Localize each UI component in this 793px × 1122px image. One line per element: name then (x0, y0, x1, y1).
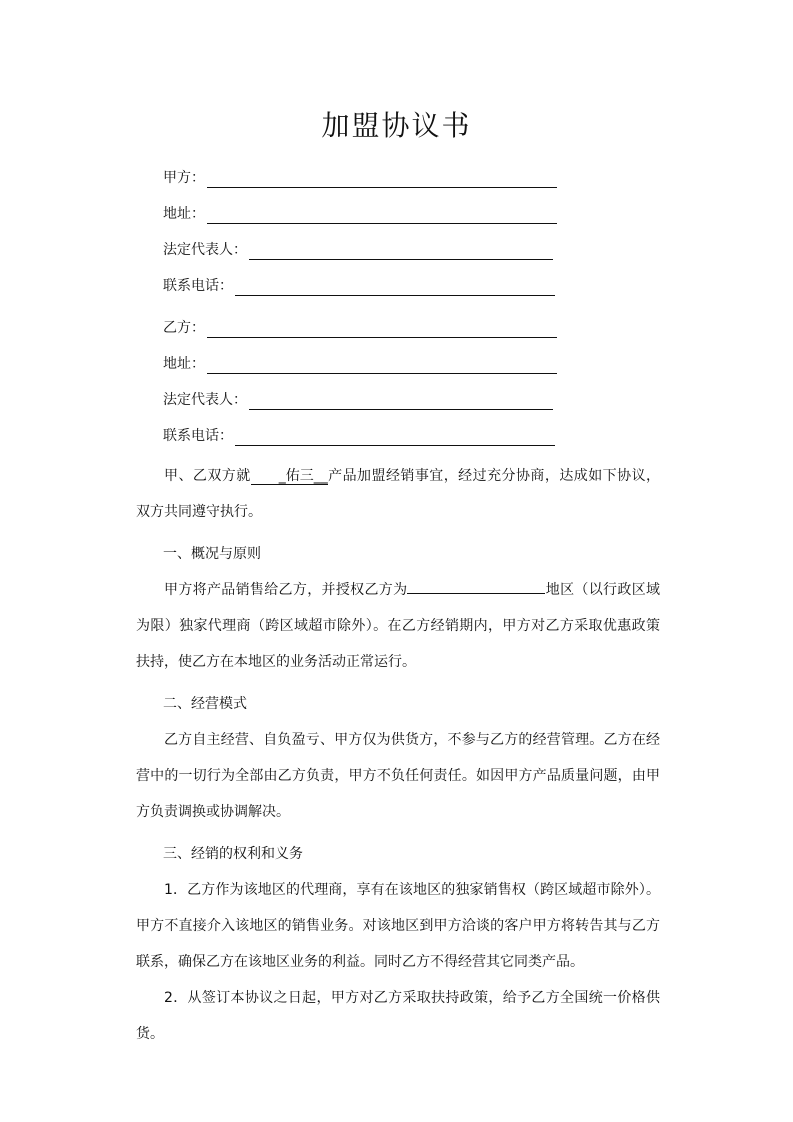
party-a-address-blank[interactable] (207, 209, 557, 224)
party-a-label: 甲方： (163, 170, 205, 186)
party-a-rep-blank[interactable] (249, 245, 553, 260)
section2-heading: 二、经营模式 (163, 696, 247, 712)
party-b-address-blank[interactable] (207, 359, 557, 374)
party-a-rep-label: 法定代表人： (163, 242, 247, 258)
party-b-rep-field (163, 388, 553, 410)
party-a-rep-field (163, 238, 553, 260)
party-b-rep-label: 法定代表人： (163, 392, 247, 408)
party-b-blank[interactable] (207, 323, 557, 338)
party-a-address-field (163, 202, 557, 224)
section2-paragraph: 乙方自主经营、自负盈亏、甲方仅为供货方，不参与乙方的经营管理。乙方在经营中的一切行为全部由乙方负责，甲方不负任何责任。如因甲方产品质量问题，由甲方负责调换或协调解决。 (136, 732, 660, 820)
party-a-phone-field (163, 274, 555, 296)
section1-after: 地区（以行政区域为限）独家代理商（跨区域超市除外）。在乙方经销期内，甲方对乙方采取优惠政策扶持，使乙方在本地区的业务活动正常运行。 (136, 582, 661, 670)
brand-name: _佑三__ (251, 468, 328, 485)
party-b-phone-label: 联系电话： (163, 428, 233, 444)
party-b-field (163, 316, 557, 338)
party-b-rep-blank[interactable] (249, 395, 553, 410)
intro-after: 产品加盟经销事宜，经过充分协商，达成如下协议，双方共同遵守执行。 (136, 468, 661, 520)
party-a-address-label: 地址： (163, 206, 205, 222)
party-a-phone-blank[interactable] (235, 281, 555, 296)
section3-item1: 1．乙方作为该地区的代理商，享有在该地区的独家销售权（跨区域超市除外）。甲方不直接介入该地区的销售业务。对该地区到甲方洽谈的客户甲方将转告其与乙方联系，确保乙方在该地区业务的利益。同时乙方不得经营其它同类产品。 (136, 882, 660, 970)
intro-before: 甲、乙双方就 (164, 468, 251, 484)
party-a-phone-label: 联系电话： (163, 278, 233, 294)
section1-paragraph (136, 572, 660, 680)
party-b-address-field (163, 352, 557, 374)
intro-paragraph (136, 458, 660, 530)
section3-heading: 三、经销的权利和义务 (163, 846, 303, 862)
party-a-field (163, 166, 557, 188)
party-b-phone-field (163, 424, 555, 446)
party-b-address-label: 地址： (163, 356, 205, 372)
party-a-blank[interactable] (207, 173, 557, 188)
section1-heading: 一、概况与原则 (163, 546, 261, 562)
party-b-phone-blank[interactable] (235, 431, 555, 446)
region-blank[interactable] (407, 579, 545, 594)
section1-before: 甲方将产品销售给乙方，并授权乙方为 (164, 582, 408, 598)
page-title: 加盟协议书 (321, 109, 472, 142)
section3-item2: 2．从签订本协议之日起，甲方对乙方采取扶持政策，给予乙方全国统一价格供货。 (136, 990, 660, 1042)
party-b-label: 乙方： (163, 320, 205, 336)
